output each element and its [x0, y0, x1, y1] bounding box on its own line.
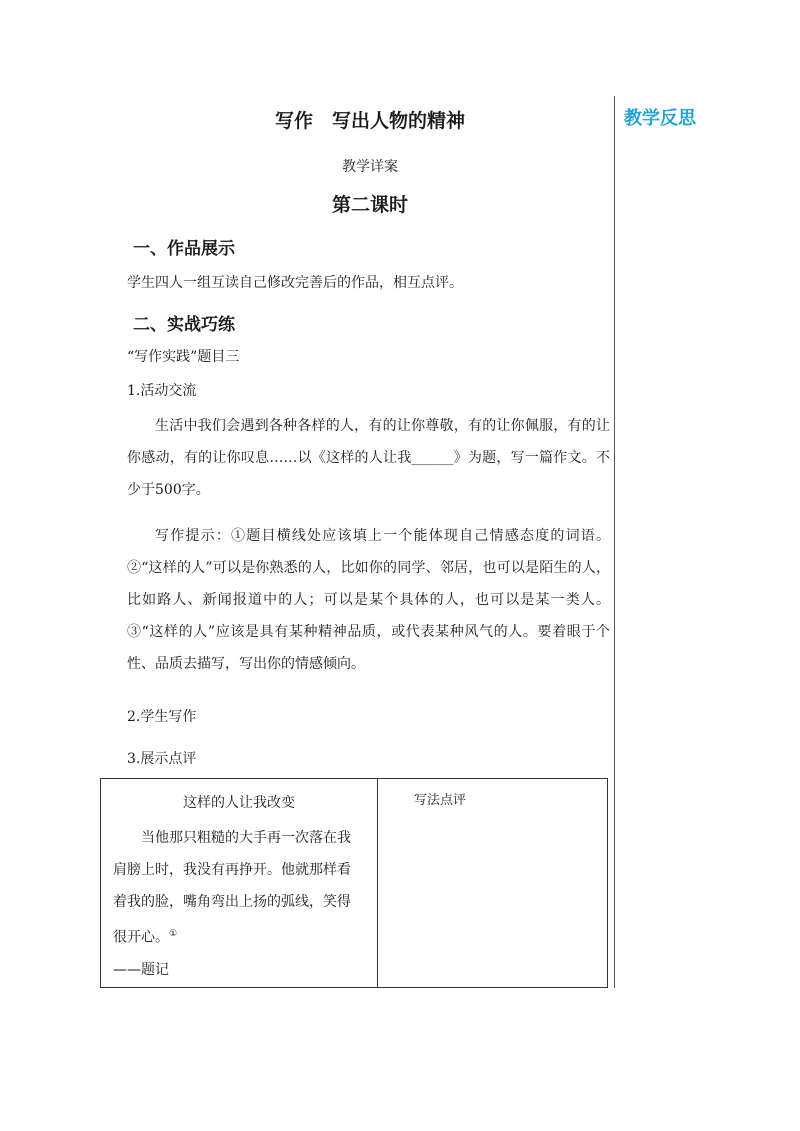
page-title: 写作 写出人物的精神 [274, 110, 465, 132]
essay-epigraph: ——题记 [113, 961, 169, 978]
margin-divider [614, 96, 615, 988]
step-review: 3.展示点评 [127, 751, 197, 767]
review-table [100, 778, 608, 988]
page-subtitle: 教学详案 [342, 159, 398, 175]
essay-title: 这样的人让我改变 [183, 795, 295, 811]
section-heading-showcase: 一、作品展示 [133, 239, 235, 259]
writing-tips: 写作提示：①题目横线处应该填上一个能体现自己情感态度的词语。②“这样的人”可以是你熟悉的人，比如你的同学、邻居，也可以是陌生的人，比如路人、新闻报道中的人；可以是某个具体的人，也可以是某一类人。③“这样的人”应该是具有某种精神品质，或代表某种风气的人。要着眼于个性、品质去描写，写出你的情感倾向。 [127, 528, 610, 672]
lesson-heading: 第二课时 [331, 194, 408, 216]
step-writing: 2.学生写作 [127, 709, 197, 725]
teaching-reflection-heading: 教学反思 [624, 108, 696, 129]
comment-label: 写法点评 [414, 793, 467, 808]
step-activity: 1.活动交流 [127, 383, 197, 399]
essay-excerpt [113, 822, 363, 954]
essay-text: 当他那只粗糙的大手再一次落在我肩膀上时，我没有再挣开。他就那样看着我的脸，嘴角弯出上扬的弧线，笑得很开心。 [113, 830, 351, 946]
footnote-mark: ① [169, 929, 178, 939]
showcase-text: 学生四人一组互读自己修改完善后的作品，相互点评。 [127, 275, 463, 291]
essay-cell [101, 779, 378, 988]
section-heading-practice: 二、实战巧练 [133, 315, 235, 335]
practice-topic: “写作实践”题目三 [127, 349, 240, 365]
comment-cell [378, 779, 608, 988]
writing-prompt: 生活中我们会遇到各种各样的人，有的让你尊敬，有的让你佩服，有的让你感动，有的让你叹息……以《这样的人让我______》为题，写一篇作文。不少于500字。 [127, 418, 610, 498]
